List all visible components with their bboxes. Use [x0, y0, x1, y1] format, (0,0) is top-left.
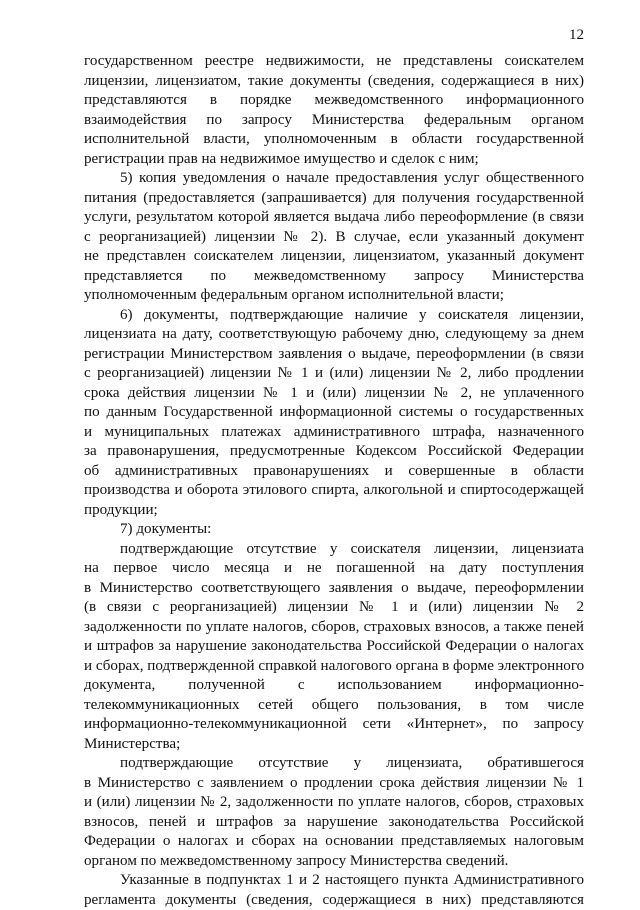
text-line: Указанные в подпунктах 1 и 2 настоящего пункта Административного	[84, 871, 584, 891]
text-line: 7) документы:	[84, 520, 584, 540]
text-line: взносов, пеней и штрафов за нарушение законодательства Российской	[84, 813, 584, 833]
text-line: Министерства;	[84, 735, 584, 755]
text-line: подтверждающие отсутствие у соискателя лицензии, лицензиата	[84, 540, 584, 560]
text-line: исполнительной власти, уполномоченным в области государственной	[84, 130, 584, 150]
text-line: Федерации о налогах и сборах на основании представляемых налоговым	[84, 832, 584, 852]
text-line: питания (предоставляется (запрашивается) для получения государственной	[84, 189, 584, 209]
text-line: производства и оборота этилового спирта, алкогольной и спиртосодержащей	[84, 481, 584, 501]
text-line: услуги, результатом которой является выдача либо переоформление (в связи	[84, 208, 584, 228]
text-line: в Министерство соответствующего заявления о выдаче, переоформлении	[84, 579, 584, 599]
text-line: за правонарушения, предусмотренные Кодексом Российской Федерации	[84, 442, 584, 462]
text-line: с реорганизацией) лицензии № 2). В случае, если указанный документ	[84, 228, 584, 248]
text-line: взаимодействия по запросу Министерства федеральным органом	[84, 111, 584, 131]
text-line: срока действия лицензии № 1 и (или) лицензии № 2, не уплаченного	[84, 384, 584, 404]
text-line: по данным Государственной информационной системы о государственных	[84, 403, 584, 423]
text-line: лицензиата на дату, соответствующую рабочему дню, следующему за днем	[84, 325, 584, 345]
body-text	[84, 52, 584, 910]
text-line: регистрации Министерством заявления о выдаче, переоформлении (в связи	[84, 345, 584, 365]
text-line: представляется по межведомственному запросу Министерства	[84, 267, 584, 287]
text-line: органом по межведомственному запросу Министерства сведений.	[84, 852, 584, 872]
text-line: регистрации прав на недвижимое имущество и сделок с ним;	[84, 150, 584, 170]
text-line: и штрафов за нарушение законодательства Российской Федерации о налогах	[84, 637, 584, 657]
text-line: документа, полученной с использованием информационно-	[84, 676, 584, 696]
text-line: с реорганизацией) лицензии № 1 и (или) лицензии № 2, либо продлении	[84, 364, 584, 384]
text-line: лицензии, лицензиатом, такие документы (сведения, содержащиеся в них)	[84, 72, 584, 92]
text-line: уполномоченным федеральным органом исполнительной власти;	[84, 286, 584, 306]
page-number: 12	[569, 27, 584, 44]
text-line: телекоммуникационных сетей общего пользования, в том числе	[84, 696, 584, 716]
text-line: 5) копия уведомления о начале предоставления услуг общественного	[84, 169, 584, 189]
text-line: (в связи с реорганизацией) лицензии № 1 и (или) лицензии № 2	[84, 598, 584, 618]
text-line: и сборах, подтвержденной справкой налогового органа в форме электронного	[84, 657, 584, 677]
text-line: 6) документы, подтверждающие наличие у соискателя лицензии,	[84, 306, 584, 326]
text-line: регламента документы (сведения, содержащиеся в них) представляются	[84, 891, 584, 910]
text-line: государственном реестре недвижимости, не представлены соискателем	[84, 52, 584, 72]
text-line: и муниципальных платежах административного штрафа, назначенного	[84, 423, 584, 443]
text-line: об административных правонарушениях и совершенные в области	[84, 462, 584, 482]
text-line: в Министерство с заявлением о продлении срока действия лицензии № 1	[84, 774, 584, 794]
text-line: представляются в порядке межведомственного информационного	[84, 91, 584, 111]
text-line: подтверждающие отсутствие у лицензиата, обратившегося	[84, 754, 584, 774]
text-line: продукции;	[84, 501, 584, 521]
text-line: задолженности по уплате налогов, сборов, страховых взносов, а также пеней	[84, 618, 584, 638]
text-line: на первое число месяца и не погашенной на дату поступления	[84, 559, 584, 579]
text-line: не представлен соискателем лицензии, лицензиатом, указанный документ	[84, 247, 584, 267]
text-line: информационно-телекоммуникационной сети «Интернет», по запросу	[84, 715, 584, 735]
text-line: и (или) лицензии № 2, задолженности по уплате налогов, сборов, страховых	[84, 793, 584, 813]
